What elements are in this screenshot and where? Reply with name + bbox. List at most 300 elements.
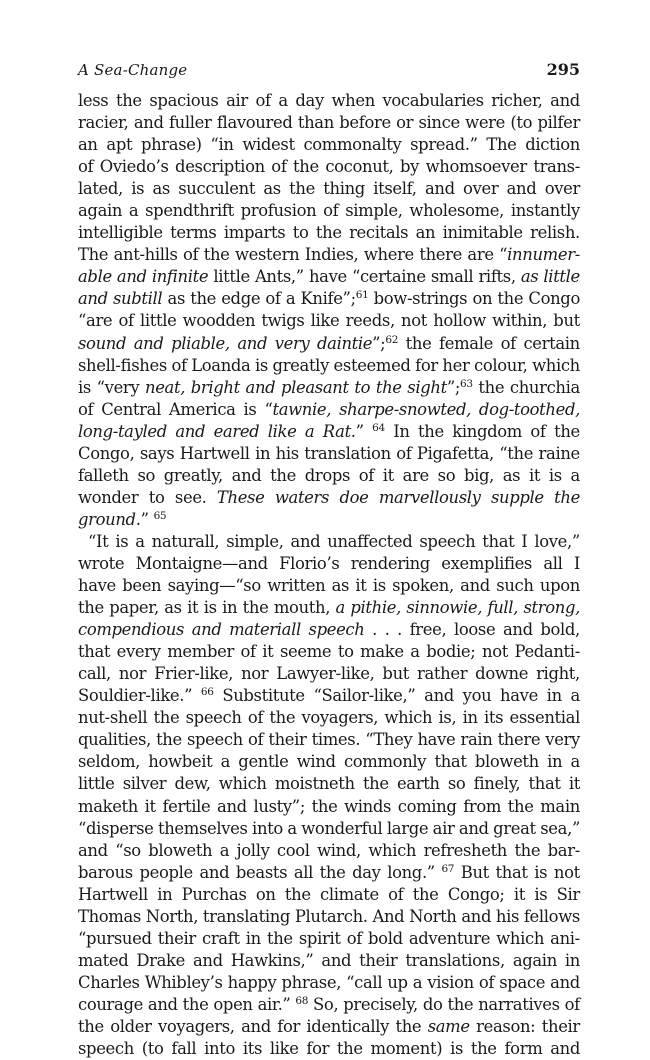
- word: [388, 884, 403, 906]
- word: [498, 729, 541, 751]
- text-run: “call: [346, 972, 383, 992]
- text-run: the: [554, 487, 580, 507]
- text-run: and: [458, 818, 489, 838]
- text-run: and: [424, 179, 455, 199]
- text-run: Thomas: [78, 906, 141, 926]
- word: [171, 333, 230, 355]
- text-run: as: [520, 267, 539, 287]
- word: [524, 906, 580, 928]
- word: [492, 310, 547, 332]
- text-run: an: [78, 135, 98, 155]
- word: [136, 553, 268, 575]
- text-run: but: [382, 664, 410, 684]
- text-run: howbeit: [148, 752, 213, 772]
- text-run: “are: [78, 311, 113, 331]
- word: [532, 355, 580, 377]
- text-run: speech: [185, 708, 242, 728]
- text-run: the: [203, 245, 230, 265]
- footnote-ref: 63: [460, 377, 473, 390]
- text-line: [78, 1016, 580, 1038]
- text-run: a: [335, 598, 345, 618]
- word: [117, 266, 147, 288]
- text-run: the: [311, 796, 338, 816]
- running-title: A Sea-Change: [78, 61, 188, 79]
- text-run: full,: [487, 598, 519, 618]
- word: [401, 310, 427, 332]
- text-run: as: [167, 289, 185, 309]
- text-run: bow-strings: [373, 289, 468, 309]
- word: [545, 729, 580, 751]
- text-run: North: [409, 906, 457, 926]
- text-run: for: [277, 1016, 300, 1036]
- word: [129, 200, 138, 222]
- word: [438, 465, 456, 487]
- text-run: it: [355, 576, 367, 596]
- word: [540, 796, 580, 818]
- word: [511, 200, 580, 222]
- text-line: [78, 575, 580, 597]
- word: [301, 818, 382, 840]
- word: [500, 685, 538, 707]
- word: [217, 796, 247, 818]
- word: [78, 553, 124, 575]
- text-run: where: [363, 245, 414, 265]
- word: [187, 729, 243, 751]
- text-run: the: [554, 421, 580, 441]
- word: [241, 663, 268, 685]
- word: [115, 840, 141, 862]
- text-run: Plutarch.: [294, 906, 368, 926]
- word: [410, 641, 419, 663]
- word: [426, 641, 475, 663]
- text-run: of: [530, 421, 546, 441]
- word: [418, 421, 444, 443]
- text-run: I: [573, 553, 580, 573]
- word: [496, 575, 533, 597]
- text-run: the: [375, 377, 402, 397]
- word: [256, 884, 276, 906]
- text-run: ground.: [78, 509, 141, 529]
- text-run: happy: [227, 972, 277, 992]
- word: [131, 178, 144, 200]
- word: [530, 222, 580, 244]
- word: [148, 840, 212, 862]
- text-run: translation: [304, 443, 391, 463]
- text-run: pithie,: [350, 598, 401, 618]
- text-run: a: [287, 818, 297, 838]
- text-run: air: [432, 818, 455, 838]
- text-run: it: [382, 465, 394, 485]
- text-run: of: [171, 355, 187, 375]
- text-run: again: [78, 201, 123, 221]
- word: [78, 244, 108, 266]
- word: [465, 112, 505, 134]
- text-run: Congo,: [78, 443, 135, 463]
- word: [134, 333, 164, 355]
- word: [407, 377, 472, 399]
- word: [434, 751, 466, 773]
- text-run: raine: [538, 443, 580, 463]
- word: [78, 773, 115, 795]
- text-run: gentle: [238, 752, 289, 772]
- word: [491, 90, 542, 112]
- word: [158, 1016, 235, 1038]
- text-run: “: [499, 245, 508, 265]
- text-run: drops: [304, 465, 351, 485]
- text-run: of: [396, 443, 412, 463]
- text-run: as: [263, 179, 281, 199]
- word: [510, 377, 580, 399]
- word: [78, 377, 91, 399]
- text-run: times.: [311, 730, 361, 750]
- word: [496, 906, 519, 928]
- text-run: a: [219, 840, 230, 860]
- word: [158, 818, 248, 840]
- text-run: and: [241, 1016, 271, 1036]
- text-run: a: [278, 91, 288, 110]
- word: [228, 972, 277, 994]
- text-run: And: [372, 906, 405, 926]
- word: [278, 90, 287, 112]
- text-run: craft: [201, 928, 240, 948]
- text-run: adventure: [408, 928, 491, 948]
- word: [276, 663, 374, 685]
- text-run: of: [564, 994, 580, 1014]
- word: [298, 112, 334, 134]
- text-run: and: [460, 576, 490, 596]
- text-run: in: [546, 686, 562, 706]
- word: [78, 818, 154, 840]
- text-run: in: [547, 752, 563, 772]
- text-run: “It: [88, 531, 109, 551]
- text-run: western: [234, 245, 300, 265]
- word: [346, 310, 395, 332]
- word: [452, 421, 522, 443]
- word: [78, 90, 108, 112]
- word: [305, 244, 359, 266]
- word: [217, 112, 293, 134]
- text-run: “Sailor-like,”: [313, 686, 416, 706]
- word: [78, 619, 184, 641]
- word: [246, 377, 276, 399]
- text-run: all: [543, 553, 563, 573]
- word: [135, 531, 144, 553]
- text-run: her: [442, 355, 470, 375]
- word: [78, 465, 129, 487]
- text-run: is: [255, 355, 268, 375]
- text-run: their: [359, 950, 398, 970]
- text-run: little: [139, 311, 177, 331]
- word: [142, 1038, 164, 1060]
- word: [248, 729, 263, 751]
- word: [78, 1016, 104, 1038]
- text-run: earth: [396, 774, 440, 794]
- word: [537, 112, 579, 134]
- word: [382, 663, 409, 685]
- text-run: it: [513, 884, 526, 904]
- word: [395, 1016, 421, 1038]
- text-line: [78, 862, 580, 884]
- word: [78, 333, 126, 355]
- word: [503, 465, 520, 487]
- word: [88, 531, 108, 553]
- text-run: older: [110, 1016, 152, 1036]
- word: [137, 465, 155, 487]
- word: [78, 862, 133, 884]
- text-run: winds: [344, 796, 392, 816]
- text-run: to: [148, 487, 165, 507]
- text-run: of: [240, 642, 256, 662]
- text-run: eared: [213, 421, 260, 441]
- word: [248, 707, 263, 729]
- text-run: translating: [202, 906, 291, 926]
- word: [78, 399, 93, 421]
- text-line: [78, 178, 580, 200]
- text-run: of: [118, 311, 134, 331]
- word: [464, 465, 494, 487]
- text-run: sight: [407, 377, 447, 397]
- text-run: relish.: [530, 223, 580, 243]
- text-run: inimitable: [442, 223, 523, 243]
- word: [463, 707, 478, 729]
- word: [368, 840, 416, 862]
- text-line: [78, 906, 580, 928]
- word: [289, 178, 315, 200]
- text-run: refresheth: [423, 840, 508, 860]
- word: [550, 972, 580, 994]
- footnote-ref: 66: [200, 686, 214, 699]
- text-run: like: [310, 311, 340, 331]
- text-run: is: [78, 377, 91, 397]
- text-line: [78, 156, 580, 178]
- word: [187, 597, 198, 619]
- word: [186, 707, 242, 729]
- text-run: have: [78, 576, 116, 596]
- text-run: woodden: [182, 311, 256, 331]
- word: [100, 156, 169, 178]
- text-run: the: [447, 994, 474, 1014]
- word: [154, 707, 180, 729]
- text-run: is: [534, 862, 548, 882]
- word: [203, 906, 290, 928]
- text-run: main: [540, 796, 580, 816]
- word: [291, 531, 321, 553]
- word: [409, 200, 504, 222]
- word: [363, 773, 389, 795]
- word: [221, 751, 230, 773]
- word: [178, 178, 255, 200]
- text-run: downe: [475, 664, 529, 684]
- word: [571, 685, 580, 707]
- text-run: the: [78, 1016, 104, 1036]
- footnote-ref: 67: [441, 862, 455, 875]
- text-run: the: [507, 796, 534, 816]
- word: [306, 1016, 389, 1038]
- word: [213, 266, 250, 288]
- text-run: richer,: [491, 91, 543, 110]
- word: [528, 288, 580, 310]
- word: [226, 90, 248, 112]
- word: [352, 862, 380, 884]
- text-run: are: [402, 465, 429, 485]
- text-run: and: [506, 179, 537, 199]
- text-run: daintie: [317, 333, 373, 353]
- text-run: Sir: [556, 884, 580, 904]
- text-run: when: [331, 91, 375, 110]
- text-run: fellows: [523, 906, 580, 926]
- word: [237, 840, 270, 862]
- word: [265, 288, 280, 310]
- text-run: fuller: [168, 113, 212, 133]
- text-run: of: [78, 399, 94, 419]
- word: [463, 796, 501, 818]
- text-line: [78, 597, 580, 619]
- text-run: rifts,: [478, 267, 516, 287]
- text-run: sea,”: [540, 818, 580, 838]
- word: [301, 707, 378, 729]
- word: [201, 685, 214, 707]
- text-line: [78, 707, 580, 729]
- text-run: Whibley’s: [144, 972, 223, 992]
- word: [460, 729, 492, 751]
- word: [141, 134, 202, 156]
- word: [424, 840, 507, 862]
- text-run: ”;: [446, 377, 461, 397]
- word: [169, 112, 212, 134]
- text-run: air: [226, 91, 248, 110]
- text-run: “They: [365, 730, 413, 750]
- word: [461, 906, 491, 928]
- word: [554, 862, 580, 884]
- word: [175, 773, 211, 795]
- text-run: so: [137, 465, 156, 485]
- word: [256, 90, 271, 112]
- text-run: rendering: [350, 553, 430, 573]
- text-run: form: [504, 1039, 543, 1059]
- text-run: in: [462, 708, 478, 728]
- word: [549, 465, 562, 487]
- text-run: which: [218, 774, 267, 794]
- word: [439, 333, 493, 355]
- text-line: [78, 288, 580, 310]
- word: [433, 310, 486, 332]
- word: [471, 1038, 497, 1060]
- word: [472, 288, 492, 310]
- word: [474, 773, 521, 795]
- text-run: his: [275, 443, 299, 463]
- text-run: recitals: [349, 223, 409, 243]
- word: [263, 178, 280, 200]
- word: [508, 796, 534, 818]
- word: [387, 972, 407, 994]
- text-run: and: [321, 950, 352, 970]
- word: [78, 729, 151, 751]
- word: [264, 399, 331, 421]
- word: [78, 134, 98, 156]
- word: [374, 288, 468, 310]
- text-run: so: [437, 465, 456, 485]
- word: [514, 884, 525, 906]
- text-run: the: [395, 1016, 422, 1036]
- text-run: compendious: [78, 620, 185, 640]
- text-run: that: [78, 642, 111, 662]
- text-run: same: [427, 1016, 470, 1036]
- text-run: Purchas: [181, 884, 247, 904]
- word: [202, 928, 240, 950]
- text-line: [78, 531, 580, 553]
- text-run: the: [514, 840, 541, 860]
- word: [78, 310, 112, 332]
- text-run: Charles: [78, 972, 140, 992]
- text-run: to: [354, 377, 371, 397]
- word: [529, 773, 561, 795]
- word: [175, 421, 205, 443]
- text-run: pliable,: [171, 333, 230, 353]
- text-run: simple,: [345, 201, 403, 221]
- word: [78, 222, 163, 244]
- text-run: paper,: [109, 598, 159, 618]
- text-run: is: [243, 399, 257, 419]
- running-head: [78, 60, 580, 90]
- text-run: than: [297, 113, 334, 133]
- text-run: lusty”;: [253, 796, 305, 816]
- text-run: have: [500, 686, 538, 706]
- text-run: is: [115, 531, 129, 551]
- word: [306, 1038, 329, 1060]
- text-run: Congo;: [447, 884, 505, 904]
- word: [241, 1016, 271, 1038]
- word: [463, 685, 492, 707]
- word: [397, 619, 402, 641]
- text-run: bodie;: [426, 642, 476, 662]
- text-line: [78, 333, 580, 355]
- text-run: (to: [510, 113, 533, 133]
- text-run: nor: [118, 664, 147, 684]
- text-run: that: [434, 752, 467, 772]
- word: [299, 928, 341, 950]
- word: [475, 751, 539, 773]
- word: [200, 862, 230, 884]
- word: [499, 972, 545, 994]
- text-run: sharpe-snowted,: [339, 399, 471, 419]
- text-run: In: [393, 421, 410, 441]
- word: [287, 818, 296, 840]
- word: [521, 266, 538, 288]
- word: [410, 619, 447, 641]
- word: [280, 641, 331, 663]
- word: [167, 641, 234, 663]
- word: [459, 818, 489, 840]
- word: [169, 399, 236, 421]
- word: [221, 288, 260, 310]
- word: [235, 244, 299, 266]
- text-run: Drake: [136, 950, 185, 970]
- text-run: description: [175, 157, 265, 177]
- text-run: you: [462, 686, 492, 706]
- text-run: whomsoever: [425, 157, 527, 177]
- word: [359, 465, 374, 487]
- word: [277, 840, 310, 862]
- text-run: the: [478, 377, 505, 397]
- text-run: bold,: [540, 620, 580, 640]
- word: [406, 597, 482, 619]
- text-run: their: [157, 928, 196, 948]
- word: [78, 355, 167, 377]
- word: [78, 663, 111, 685]
- text-run: an: [415, 223, 436, 243]
- word: [274, 597, 330, 619]
- text-run: climate: [320, 884, 379, 904]
